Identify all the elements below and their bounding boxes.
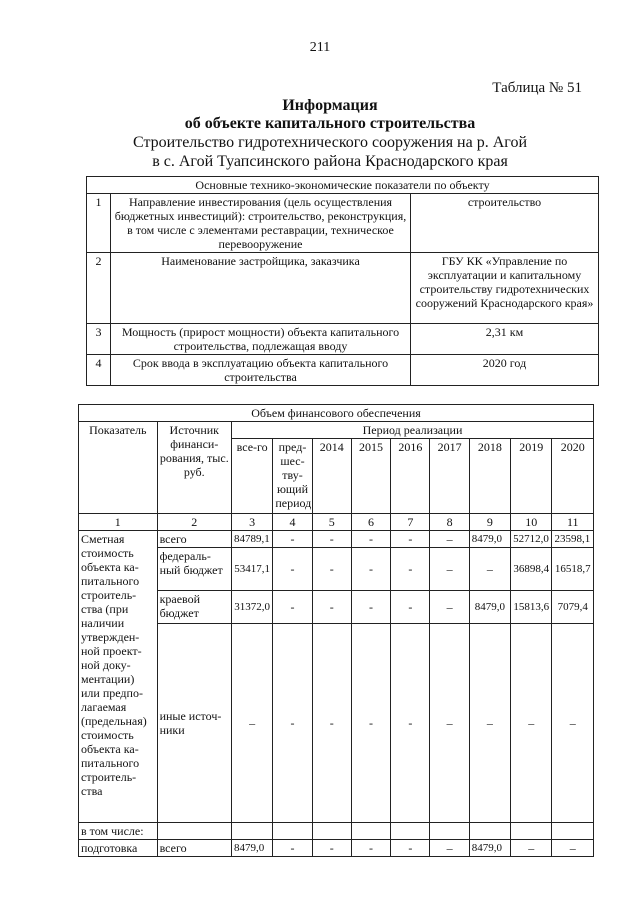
col-number: 4 [273, 514, 312, 531]
value-cell: – [430, 840, 469, 857]
indicator-main: Сметная стоимость объекта ка-питального строитель-ства (при наличии утвержден-ной проект-ной доку-ментации) или предпо-лагаемая (предельная) стоимость объекта ка-питального строитель-ства [79, 531, 158, 823]
row-number: 2 [87, 253, 111, 324]
col-number: 8 [430, 514, 469, 531]
value-cell: – [511, 624, 552, 823]
col-source: Источник финанси-рования, тыс. руб. [157, 422, 231, 514]
col-indicator: Показатель [79, 422, 158, 514]
col-number: 5 [312, 514, 351, 531]
col-year: 2018 [469, 439, 510, 514]
title-line1: Информация [282, 97, 378, 114]
value-cell: - [391, 531, 430, 548]
row-label: Мощность (прирост мощности) объекта капитального строительства, подлежащая вводу [111, 324, 411, 355]
value-cell: - [312, 531, 351, 548]
table-row [87, 324, 599, 355]
value-cell: 8479,0 [469, 591, 510, 624]
row-number: 4 [87, 355, 111, 386]
table-row [79, 840, 594, 857]
value-cell: – [430, 624, 469, 823]
value-cell: – [430, 591, 469, 624]
value-cell: 84789,1 [232, 531, 273, 548]
value-cell: 16518,7 [552, 548, 594, 591]
value-cell: – [552, 840, 594, 857]
value-cell: – [430, 548, 469, 591]
title-line3: Строительство гидротехнического сооружения на р. Агой [132, 134, 527, 151]
col-number: 3 [232, 514, 273, 531]
row-value: ГБУ КК «Управление по эксплуатации и капитальному строительству гидротехнических сооружений Краснодарского края» [411, 253, 599, 324]
col-year: 2016 [391, 439, 430, 514]
period-header: Период реализации [232, 422, 594, 439]
col-prev-period: пред-шес-тву-ющий период [273, 439, 312, 514]
value-cell: 8479,0 [469, 840, 510, 857]
row-value: 2,31 км [411, 324, 599, 355]
value-cell: – [469, 624, 510, 823]
value-cell: – [469, 548, 510, 591]
fin-table-header: Объем финансового обеспечения [79, 405, 594, 422]
table-row [87, 253, 599, 324]
page-number: 211 [309, 40, 331, 55]
indicator-cell: подготовка [79, 840, 158, 857]
source-cell: всего [157, 531, 231, 548]
value-cell: - [312, 624, 351, 823]
col-number: 7 [391, 514, 430, 531]
value-cell: - [273, 531, 312, 548]
row-label: Направление инвестирования (цель осуществления бюджетных инвестиций): строительство, реконструкция, в том числе с элементами реставрации, техническое перевооружение [111, 194, 411, 253]
value-cell: - [312, 548, 351, 591]
value-cell: 8479,0 [232, 840, 273, 857]
col-total: все-го [232, 439, 273, 514]
row-value: 2020 год [411, 355, 599, 386]
table-row [87, 194, 599, 253]
col-year: 2015 [351, 439, 390, 514]
col-number: 2 [157, 514, 231, 531]
source-cell: федераль-ный бюджет [157, 548, 231, 591]
col-number: 10 [511, 514, 552, 531]
col-year: 2019 [511, 439, 552, 514]
table-row [79, 531, 594, 548]
title-block [60, 97, 600, 171]
value-cell: 7079,4 [552, 591, 594, 624]
value-cell: - [312, 840, 351, 857]
col-year: 2020 [552, 439, 594, 514]
value-cell: 15813,6 [511, 591, 552, 624]
value-cell: 8479,0 [469, 531, 510, 548]
value-cell: – [511, 840, 552, 857]
including-label: в том числе: [79, 823, 158, 840]
value-cell: 52712,0 [511, 531, 552, 548]
value-cell: – [430, 531, 469, 548]
value-cell: 31372,0 [232, 591, 273, 624]
title-line2: об объекте капитального строительства [184, 115, 476, 132]
financing-table [78, 404, 594, 857]
value-cell: – [232, 624, 273, 823]
value-cell: - [391, 624, 430, 823]
col-number: 11 [552, 514, 594, 531]
row-number: 3 [87, 324, 111, 355]
value-cell: - [351, 548, 390, 591]
row-label: Срок ввода в эксплуатацию объекта капитального строительства [111, 355, 411, 386]
value-cell: - [391, 840, 430, 857]
value-cell: - [391, 548, 430, 591]
value-cell: 53417,1 [232, 548, 273, 591]
value-cell: - [312, 591, 351, 624]
value-cell: 23598,1 [552, 531, 594, 548]
column-numbers-row [79, 514, 594, 531]
table-row [79, 823, 594, 840]
table-number: Таблица № 51 [492, 80, 582, 96]
source-cell: иные источ-ники [157, 624, 231, 823]
col-number: 6 [351, 514, 390, 531]
value-cell: - [273, 840, 312, 857]
value-cell: 36898,4 [511, 548, 552, 591]
row-value: строительство [411, 194, 599, 253]
value-cell: - [351, 591, 390, 624]
value-cell: - [391, 591, 430, 624]
row-label: Наименование застройщика, заказчика [111, 253, 411, 324]
value-cell: - [351, 531, 390, 548]
value-cell: - [273, 591, 312, 624]
table-row [87, 355, 599, 386]
tech-table-header: Основные технико-экономические показатели по объекту [87, 177, 599, 194]
col-year: 2017 [430, 439, 469, 514]
value-cell: – [552, 624, 594, 823]
value-cell: - [273, 624, 312, 823]
source-cell: краевой бюджет [157, 591, 231, 624]
source-cell: всего [157, 840, 231, 857]
col-year: 2014 [312, 439, 351, 514]
row-number: 1 [87, 194, 111, 253]
col-number: 9 [469, 514, 510, 531]
col-number: 1 [79, 514, 158, 531]
tech-indicators-table [86, 176, 599, 386]
title-line4: в с. Агой Туапсинского района Краснодарского края [152, 153, 508, 170]
value-cell: - [351, 840, 390, 857]
value-cell: - [351, 624, 390, 823]
value-cell: - [273, 548, 312, 591]
